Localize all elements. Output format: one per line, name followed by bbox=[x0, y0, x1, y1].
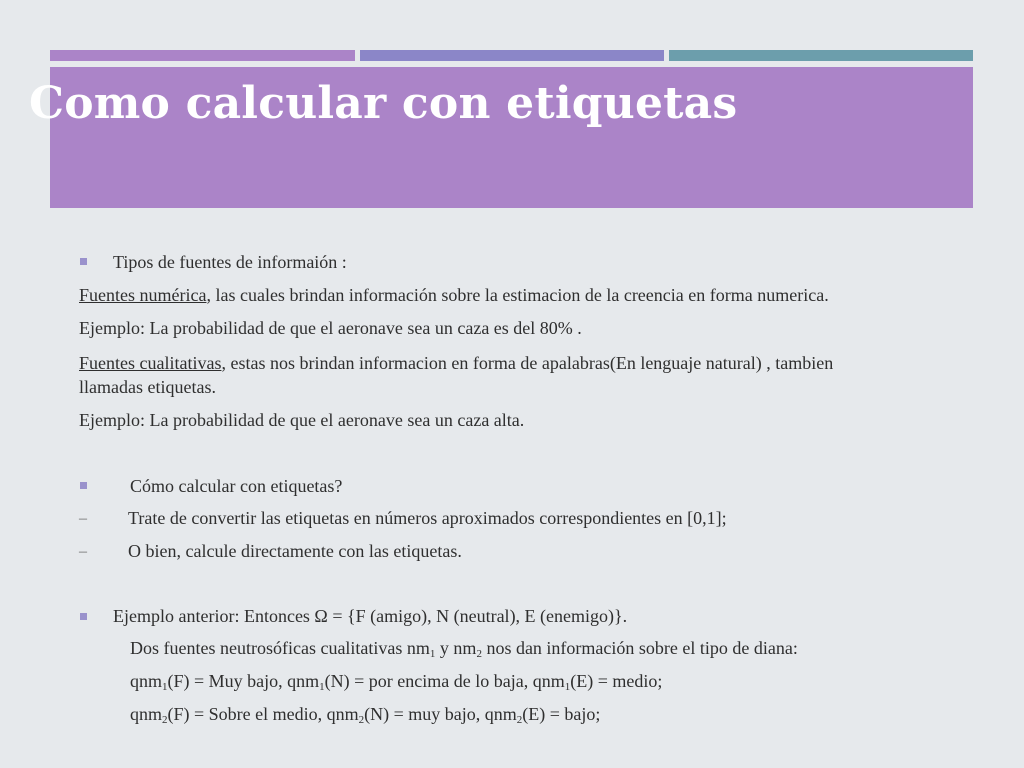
square-bullet-icon bbox=[80, 258, 87, 265]
square-bullet-icon bbox=[80, 613, 87, 620]
qnm1-text-a: qnm bbox=[130, 671, 163, 691]
qnm2-text-c: (N) = muy bajo, qnm bbox=[364, 704, 517, 724]
subscript-2: 2 bbox=[476, 648, 482, 660]
numeric-sources-text: , las cuales brindan información sobre la estimacion de la creencia en forma numerica. bbox=[206, 285, 829, 305]
sources-text-b: y nm bbox=[435, 638, 477, 658]
qnm1-text-d: (E) = medio; bbox=[570, 671, 663, 691]
qnm1-text-b: (F) = Muy bajo, qnm bbox=[167, 671, 320, 691]
qnm1-assignments bbox=[130, 671, 662, 692]
subscript-1: 1 bbox=[162, 681, 168, 693]
bullet-sources-types: Tipos de fuentes de informaión : bbox=[113, 252, 347, 272]
qnm1-text-c: (N) = por encima de lo baja, qnm bbox=[324, 671, 565, 691]
example-qualitative: Ejemplo: La probabilidad de que el aeronave sea un caza alta. bbox=[79, 410, 525, 430]
qnm2-text-a: qnm bbox=[130, 704, 163, 724]
subscript-2: 2 bbox=[358, 714, 365, 726]
dash-bullet-icon: – bbox=[79, 543, 87, 560]
qualitative-sources-line-2: llamadas etiquetas. bbox=[79, 377, 216, 397]
option-convert-labels: Trate de convertir las etiquetas en números aproximados correspondientes en [0,1]; bbox=[128, 508, 727, 528]
qualitative-sources-label: Fuentes cualitativas bbox=[79, 353, 222, 373]
numeric-sources-line bbox=[79, 285, 829, 306]
qualitative-sources-line bbox=[79, 353, 833, 374]
subscript-2: 2 bbox=[162, 714, 168, 726]
option-compute-directly: O bien, calcule directamente con las etiquetas. bbox=[128, 541, 462, 561]
qualitative-sources-text: , estas nos brindan informacion en forma de apalabras(En lenguaje natural) , tambien bbox=[221, 353, 834, 373]
slide-title: Como calcular con etiquetas bbox=[29, 78, 738, 129]
square-bullet-icon bbox=[80, 482, 87, 489]
numeric-sources-label: Fuentes numérica bbox=[79, 285, 207, 305]
subscript-2: 2 bbox=[516, 714, 523, 726]
sources-text-c: nos dan información sobre el tipo de diana: bbox=[481, 638, 798, 658]
subscript-1: 1 bbox=[319, 681, 325, 693]
qnm2-text-b: (F) = Sobre el medio, qnm bbox=[167, 704, 359, 724]
subscript-1: 1 bbox=[564, 681, 571, 693]
subscript-1: 1 bbox=[429, 648, 436, 660]
example-numeric: Ejemplo: La probabilidad de que el aeronave sea un caza es del 80% . bbox=[79, 318, 582, 338]
qnm2-assignments bbox=[130, 704, 600, 725]
sources-text-a: Dos fuentes neutrosóficas cualitativas nm bbox=[130, 638, 430, 658]
qnm2-text-d: (E) = bajo; bbox=[522, 704, 601, 724]
bullet-previous-example: Ejemplo anterior: Entonces Ω = {F (amigo), N (neutral), E (enemigo)}. bbox=[113, 606, 628, 626]
bullet-how-to-calculate: Cómo calcular con etiquetas? bbox=[130, 476, 343, 496]
dash-bullet-icon: – bbox=[79, 510, 87, 527]
sources-description bbox=[130, 638, 798, 659]
